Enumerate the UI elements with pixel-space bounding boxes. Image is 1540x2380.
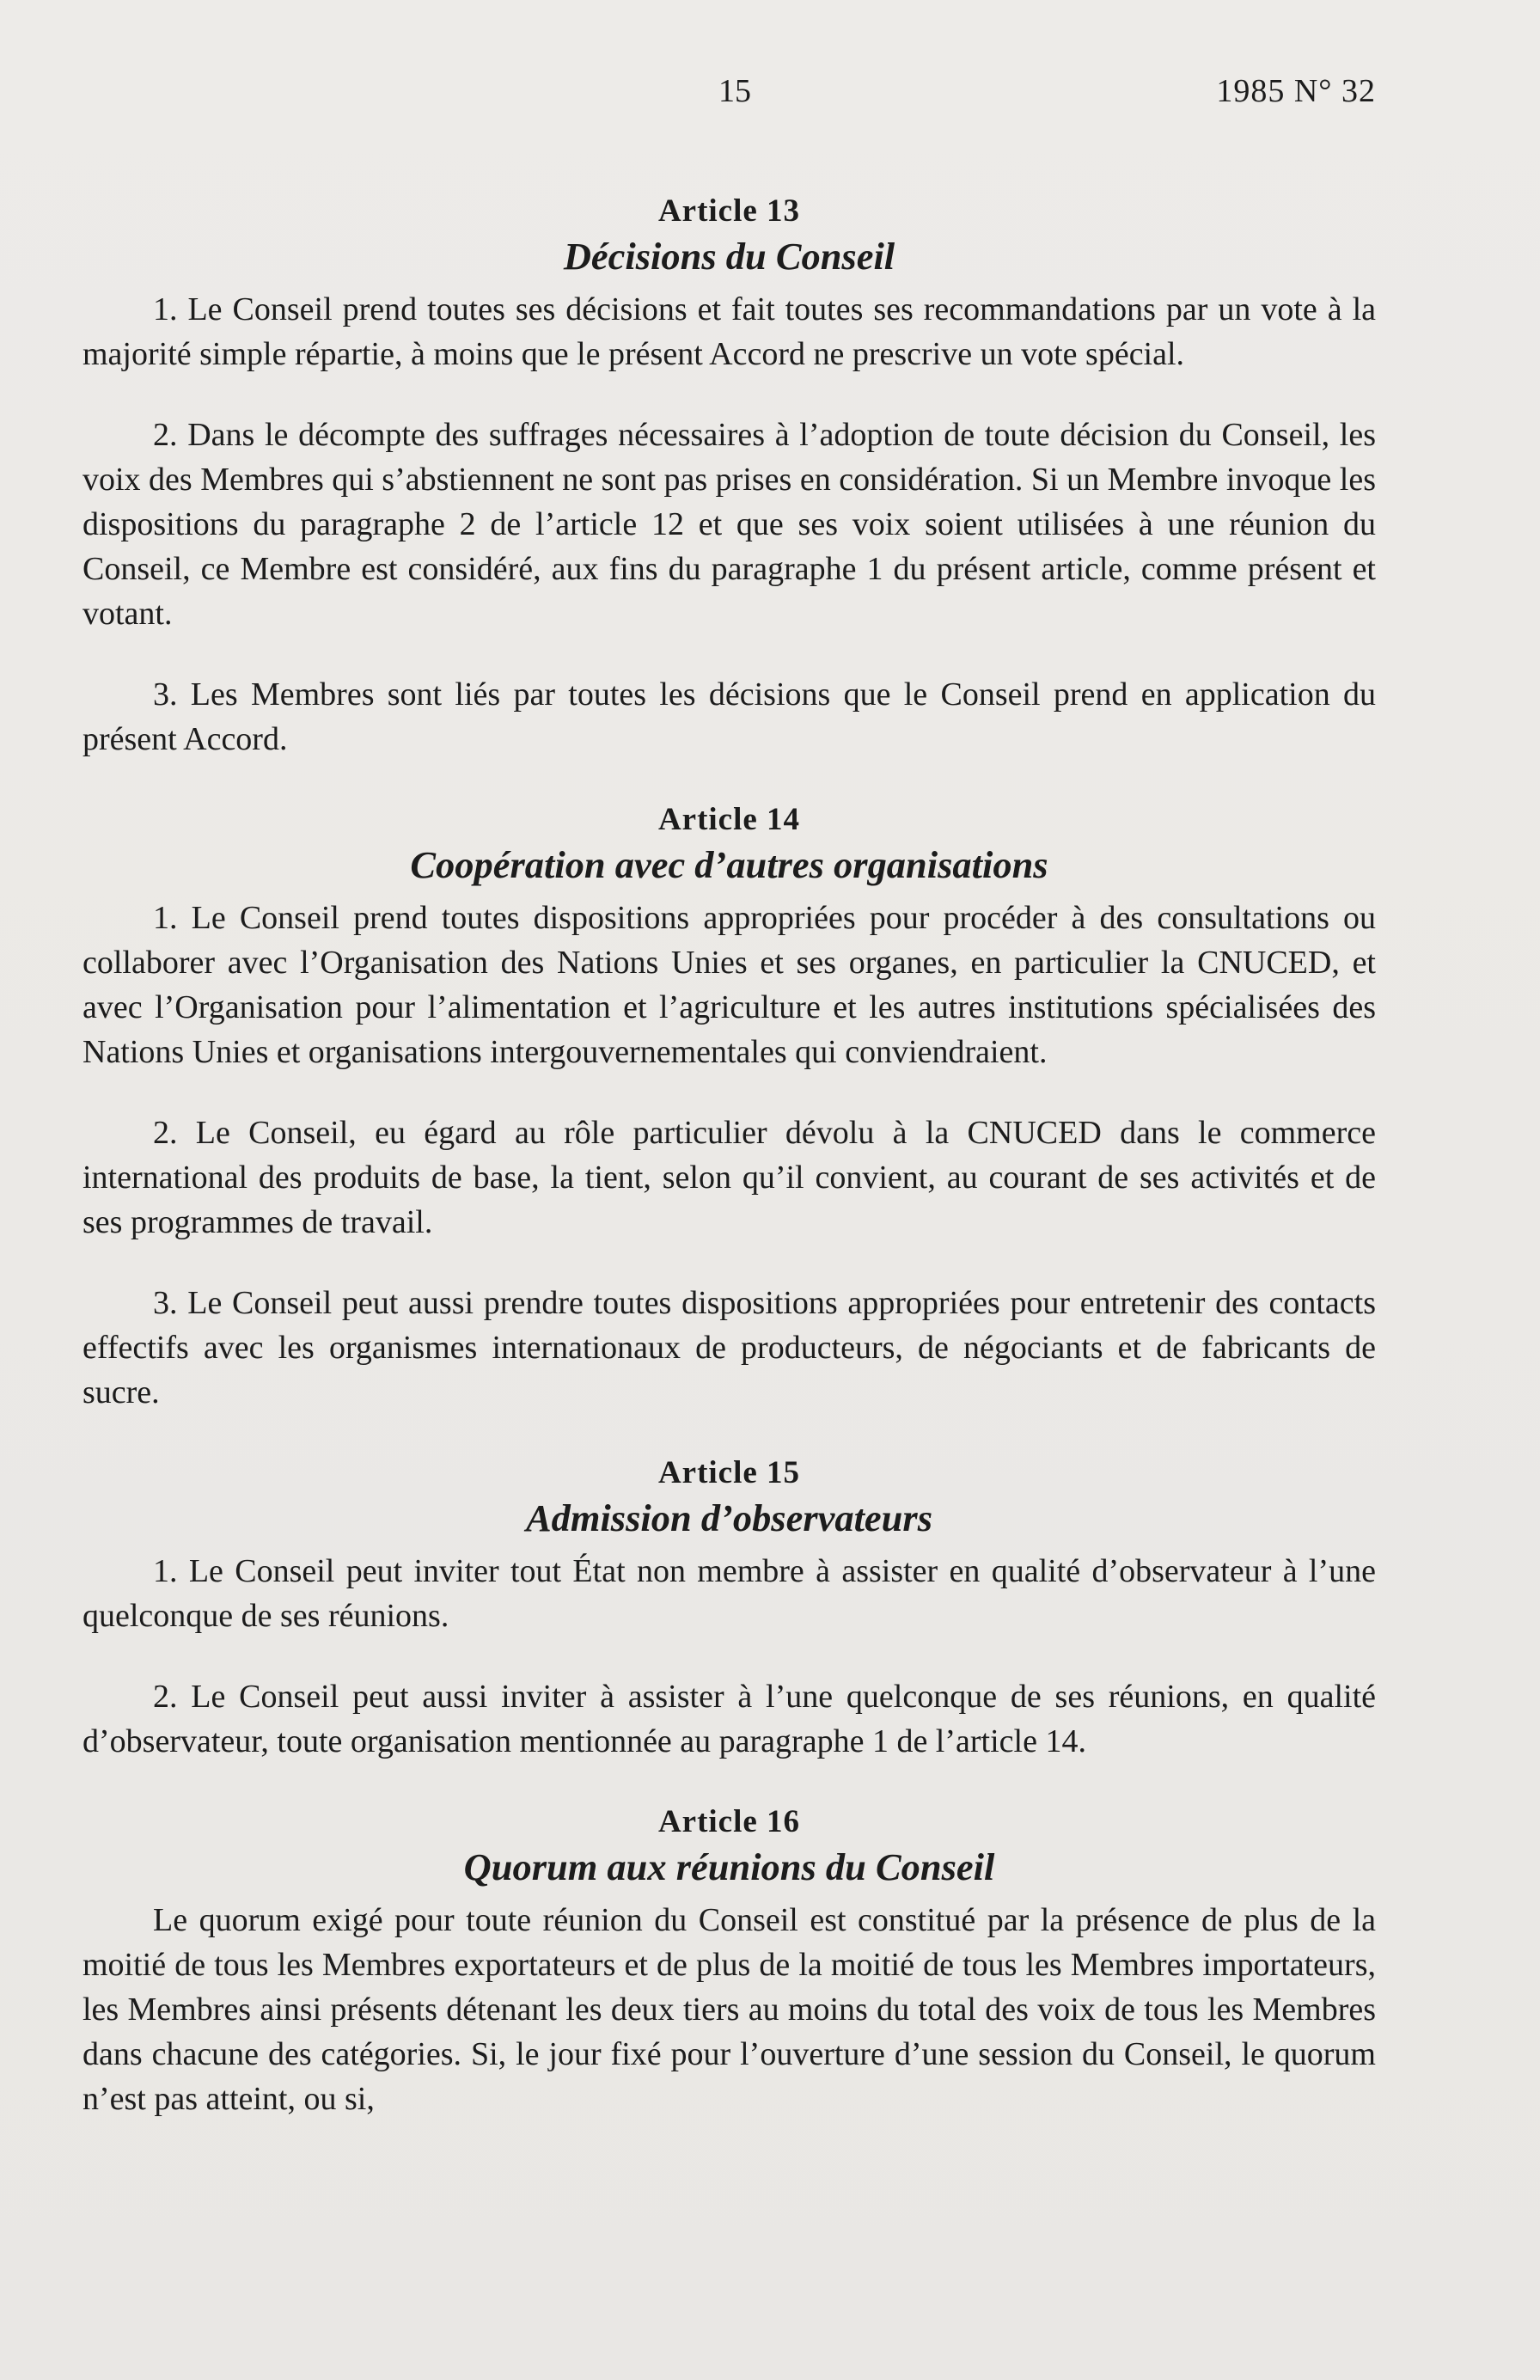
- article-subtitle: Admission d’observateurs: [526, 1496, 932, 1539]
- year-and-number: 1985 N° 32: [1216, 73, 1376, 109]
- article-heading: Article 16: [657, 1804, 801, 1839]
- article-subtitle: Décisions du Conseil: [563, 235, 895, 278]
- document-body: [82, 179, 1376, 2157]
- running-head: [82, 72, 1376, 124]
- article-subtitle: Quorum aux réunions du Conseil: [463, 1845, 995, 1888]
- article-15: [82, 1451, 1376, 1764]
- article-heading: Article 14: [657, 802, 801, 837]
- page-number: 15: [718, 73, 751, 109]
- paragraph: 1. Le Conseil prend toutes dispositions appropriées pour procéder à des consultations ou collaborer avec l’Organisation des Nations Unies et ses organes, en particulier la CNUCED, et avec l’Organisation pour l’alimentation et l’agriculture et les autres institutions spécialisées des Nations Unies et organisations intergouvernementales qui conviendraient.: [82, 900, 1376, 1070]
- paragraph: 2. Dans le décompte des suffrages nécessaires à l’adoption de toute décision du Conseil, les voix des Membres qui s’abstiennent ne sont pas prises en considération. Si un Membre invoque les dispositions du paragraphe 2 de l’article 12 et que ses voix soient utilisées à une réunion du Conseil, ce Membre est considéré, aux fins du paragraphe 1 du présent article, comme présent et votant.: [82, 417, 1376, 632]
- paragraph: 2. Le Conseil, eu égard au rôle particulier dévolu à la CNUCED dans le commerce international des produits de base, la tient, selon qu’il convient, au courant de ses activités et de ses programmes de travail.: [82, 1115, 1376, 1240]
- article-heading: Article 15: [657, 1455, 801, 1490]
- paragraph: 3. Les Membres sont liés par toutes les décisions que le Conseil prend en application du présent Accord.: [82, 676, 1376, 757]
- paragraph: 3. Le Conseil peut aussi prendre toutes dispositions appropriées pour entretenir des contacts effectifs avec les organismes internationaux de producteurs, de négociants et de fabricants de sucre.: [82, 1285, 1376, 1410]
- article-16: [82, 1800, 1376, 2121]
- article-heading: Article 13: [657, 193, 801, 229]
- article-14: [82, 798, 1376, 1415]
- paragraph: 2. Le Conseil peut aussi inviter à assister à l’une quelconque de ses réunions, en qualité d’observateur, toute organisation mentionnée au paragraphe 1 de l’article 14.: [82, 1679, 1376, 1759]
- paragraph: Le quorum exigé pour toute réunion du Conseil est constitué par la présence de plus de la moitié de tous les Membres exportateurs et de plus de la moitié de tous les Membres importateurs, les Membres ainsi présents détenant les deux tiers au moins du total des voix de tous les Membres dans chacune des catégories. Si, le jour fixé pour l’ouverture d’une session du Conseil, le quorum n’est pas atteint, ou si,: [82, 1902, 1376, 2117]
- article-subtitle: Coopération avec d’autres organisations: [410, 843, 1048, 886]
- paragraph: 1. Le Conseil prend toutes ses décisions et fait toutes ses recommandations par un vote à la majorité simple répartie, à moins que le présent Accord ne prescrive un vote spécial.: [82, 291, 1376, 372]
- article-13: [82, 189, 1376, 762]
- paragraph: 1. Le Conseil peut inviter tout État non membre à assister en qualité d’observateur à l’une quelconque de ses réunions.: [82, 1553, 1376, 1634]
